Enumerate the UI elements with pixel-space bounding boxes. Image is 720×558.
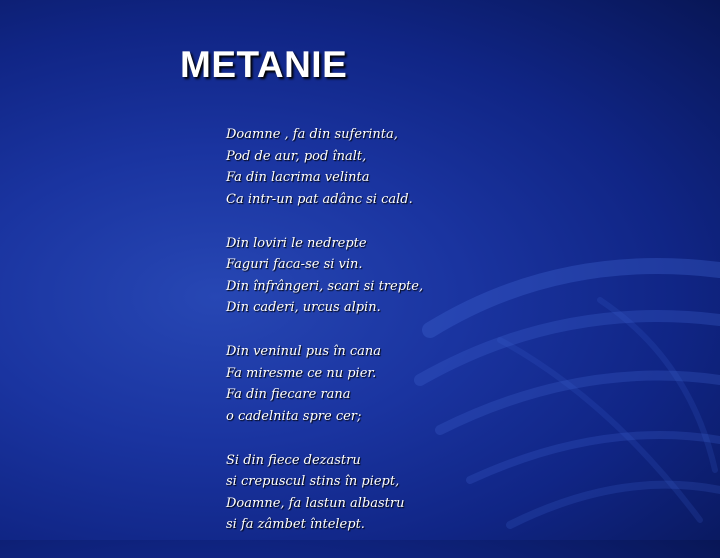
stanza-1 bbox=[226, 124, 423, 210]
poem-line: Fa miresme ce nu pier. bbox=[226, 365, 377, 381]
poem-line: Pod de aur, pod înalt, bbox=[226, 148, 367, 164]
poem-line: Si din fiece dezastru bbox=[226, 452, 361, 468]
poem-line: si fa zâmbet întelept. bbox=[226, 517, 365, 532]
poem-line: si crepuscul stins în piept, bbox=[226, 474, 400, 489]
poem-line: Faguri faca-se si vin. bbox=[226, 257, 363, 272]
poem-line: Din înfrângeri, scari si trepte, bbox=[226, 278, 424, 294]
stanza-2 bbox=[226, 233, 423, 319]
poem-line: Fa din fiecare rana bbox=[226, 387, 351, 402]
poem-line: Din caderi, urcus alpin. bbox=[226, 300, 381, 315]
poem-line: Din veninul pus în cana bbox=[226, 344, 382, 359]
slide-title: METANIE bbox=[180, 44, 348, 85]
poem bbox=[226, 124, 423, 558]
stanza-4 bbox=[226, 450, 423, 536]
poem-line: Ca intr-un pat adânc si cald. bbox=[226, 191, 413, 207]
poem-line: Fa din lacrima velinta bbox=[226, 170, 370, 185]
stanza-3 bbox=[226, 341, 423, 427]
poem-line: Doamne, fa lastun albastru bbox=[226, 495, 405, 511]
poem-line: Din loviri le nedrepte bbox=[226, 235, 367, 251]
poem-line: Doamne , fa din suferinta, bbox=[226, 127, 398, 142]
poem-line: o cadelnita spre cer; bbox=[226, 408, 362, 424]
